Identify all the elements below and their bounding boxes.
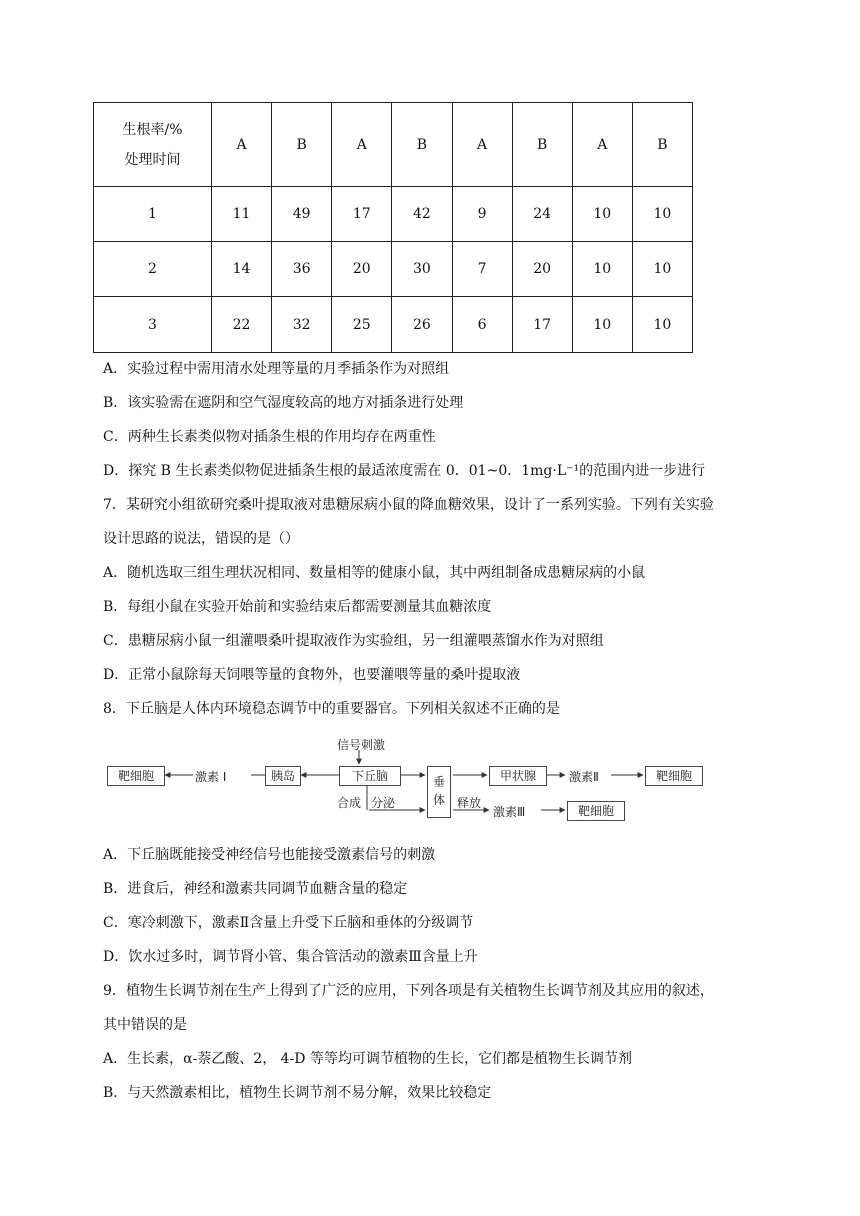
column-header: B [512, 103, 572, 187]
q8-option-b[interactable]: B．进食后，神经和激素共同调节血糖含量的稳定 [103, 881, 408, 897]
label-signal-stimulus: 信号刺激 [337, 738, 386, 752]
table-row [94, 297, 693, 353]
table-cell: 20 [332, 242, 392, 297]
row-time: 3 [94, 297, 212, 353]
rooting-rate-table [93, 102, 693, 353]
q7-option-c[interactable]: C．患糖尿病小鼠一组灌喂桑叶提取液作为实验组，另一组灌喂蒸馏水作为对照组 [103, 633, 604, 649]
q9-stem-line2: 其中错误的是 [103, 1017, 187, 1033]
q9-option-a[interactable]: A．生长素，α-萘乙酸、2， 4-D 等等均可调节植物的生长，它们都是植物生长调节剂 [103, 1051, 632, 1067]
table-cell: 20 [512, 242, 572, 297]
table-cell: 24 [512, 187, 572, 242]
column-header: A [452, 103, 512, 187]
label-secretion: 分泌 [371, 796, 396, 810]
q6-option-c[interactable]: C．两种生长素类似物对插条生根的作用均存在两重性 [103, 429, 436, 445]
header-rooting-rate: 生根率/% [122, 121, 183, 138]
q8-option-c[interactable]: C．寒冷刺激下，激素Ⅱ含量上升受下丘脑和垂体的分级调节 [103, 915, 474, 931]
row-time: 1 [94, 187, 212, 242]
box-target-cell-2: 靶细胞 [645, 766, 703, 786]
q7-stem-line1: 7．某研究小组欲研究桑叶提取液对患糖尿病小鼠的降血糖效果，设计了一系列实验。下列有关实验 [103, 497, 714, 513]
q8-stem: 8．下丘脑是人体内环境稳态调节中的重要器官。下列相关叙述不正确的是 [103, 701, 560, 717]
pituitary-char-1: 垂 [432, 775, 445, 789]
table-corner-header [94, 103, 212, 187]
q9-stem-line1: 9．植物生长调节剂在生产上得到了广泛的应用，下列各项是有关植物生长调节剂及其应用的叙述， [103, 983, 714, 999]
table-cell: 22 [212, 297, 272, 353]
q6-option-b[interactable]: B．该实验需在遮阴和空气湿度较高的地方对插条进行处理 [103, 395, 464, 411]
column-header: B [632, 103, 692, 187]
table-cell: 49 [272, 187, 332, 242]
table-cell: 25 [332, 297, 392, 353]
table-cell: 26 [392, 297, 452, 353]
label-synthesis: 合成 [337, 796, 362, 810]
table-cell: 10 [572, 242, 632, 297]
q6-option-d[interactable]: D．探究 B 生长素类似物促进插条生根的最适浓度需在 0．01~0．1mg·L⁻¹的范围内进一步进行 [103, 463, 706, 479]
box-target-cell-1: 靶细胞 [107, 766, 165, 786]
table-cell: 10 [572, 297, 632, 353]
box-islet: 胰岛 [265, 766, 301, 786]
label-hormone-3: 激素Ⅲ [493, 805, 526, 819]
label-release: 释放 [457, 796, 482, 810]
label-hormone-1: 激素 Ⅰ [195, 770, 227, 784]
table-cell: 10 [572, 187, 632, 242]
label-hormone-2: 激素Ⅱ [569, 770, 599, 784]
table-cell: 11 [212, 187, 272, 242]
table-cell: 6 [452, 297, 512, 353]
row-time: 2 [94, 242, 212, 297]
q9-option-b[interactable]: B．与天然激素相比，植物生长调节剂不易分解，效果比较稳定 [103, 1085, 492, 1101]
table-row [94, 242, 693, 297]
pituitary-char-2: 体 [432, 793, 445, 807]
q8-option-d[interactable]: D．饮水过多时，调节肾小管、集合管活动的激素Ⅲ含量上升 [103, 949, 478, 965]
column-header: A [212, 103, 272, 187]
hypothalamus-flow-diagram [103, 736, 743, 826]
table-cell: 36 [272, 242, 332, 297]
table-cell: 17 [512, 297, 572, 353]
box-target-cell-3: 靶细胞 [567, 801, 625, 821]
column-header: B [272, 103, 332, 187]
q7-option-b[interactable]: B．每组小鼠在实验开始前和实验结束后都需要测量其血糖浓度 [103, 599, 492, 615]
table-cell: 32 [272, 297, 332, 353]
q6-option-a[interactable]: A．实验过程中需用清水处理等量的月季插条作为对照组 [103, 361, 450, 377]
table-cell: 17 [332, 187, 392, 242]
q8-option-a[interactable]: A．下丘脑既能接受神经信号也能接受激素信号的刺激 [103, 847, 436, 863]
column-header: A [332, 103, 392, 187]
table-cell: 30 [392, 242, 452, 297]
box-pituitary [427, 766, 451, 818]
table-cell: 10 [632, 297, 692, 353]
table-row [94, 187, 693, 242]
table-cell: 7 [452, 242, 512, 297]
column-header: A [572, 103, 632, 187]
table-cell: 9 [452, 187, 512, 242]
q7-option-d[interactable]: D．正常小鼠除每天饲喂等量的食物外，也要灌喂等量的桑叶提取液 [103, 667, 521, 683]
table-cell: 14 [212, 242, 272, 297]
q7-stem-line2: 设计思路的说法，错误的是（） [103, 531, 299, 547]
table-cell: 10 [632, 187, 692, 242]
box-hypothalamus: 下丘脑 [339, 766, 401, 786]
column-header: B [392, 103, 452, 187]
box-thyroid: 甲状腺 [489, 766, 547, 786]
q7-option-a[interactable]: A．随机选取三组生理状况相同、数量相等的健康小鼠，其中两组制备成患糖尿病的小鼠 [103, 565, 646, 581]
table-cell: 42 [392, 187, 452, 242]
table-cell: 10 [632, 242, 692, 297]
header-treatment-time: 处理时间 [124, 151, 181, 168]
